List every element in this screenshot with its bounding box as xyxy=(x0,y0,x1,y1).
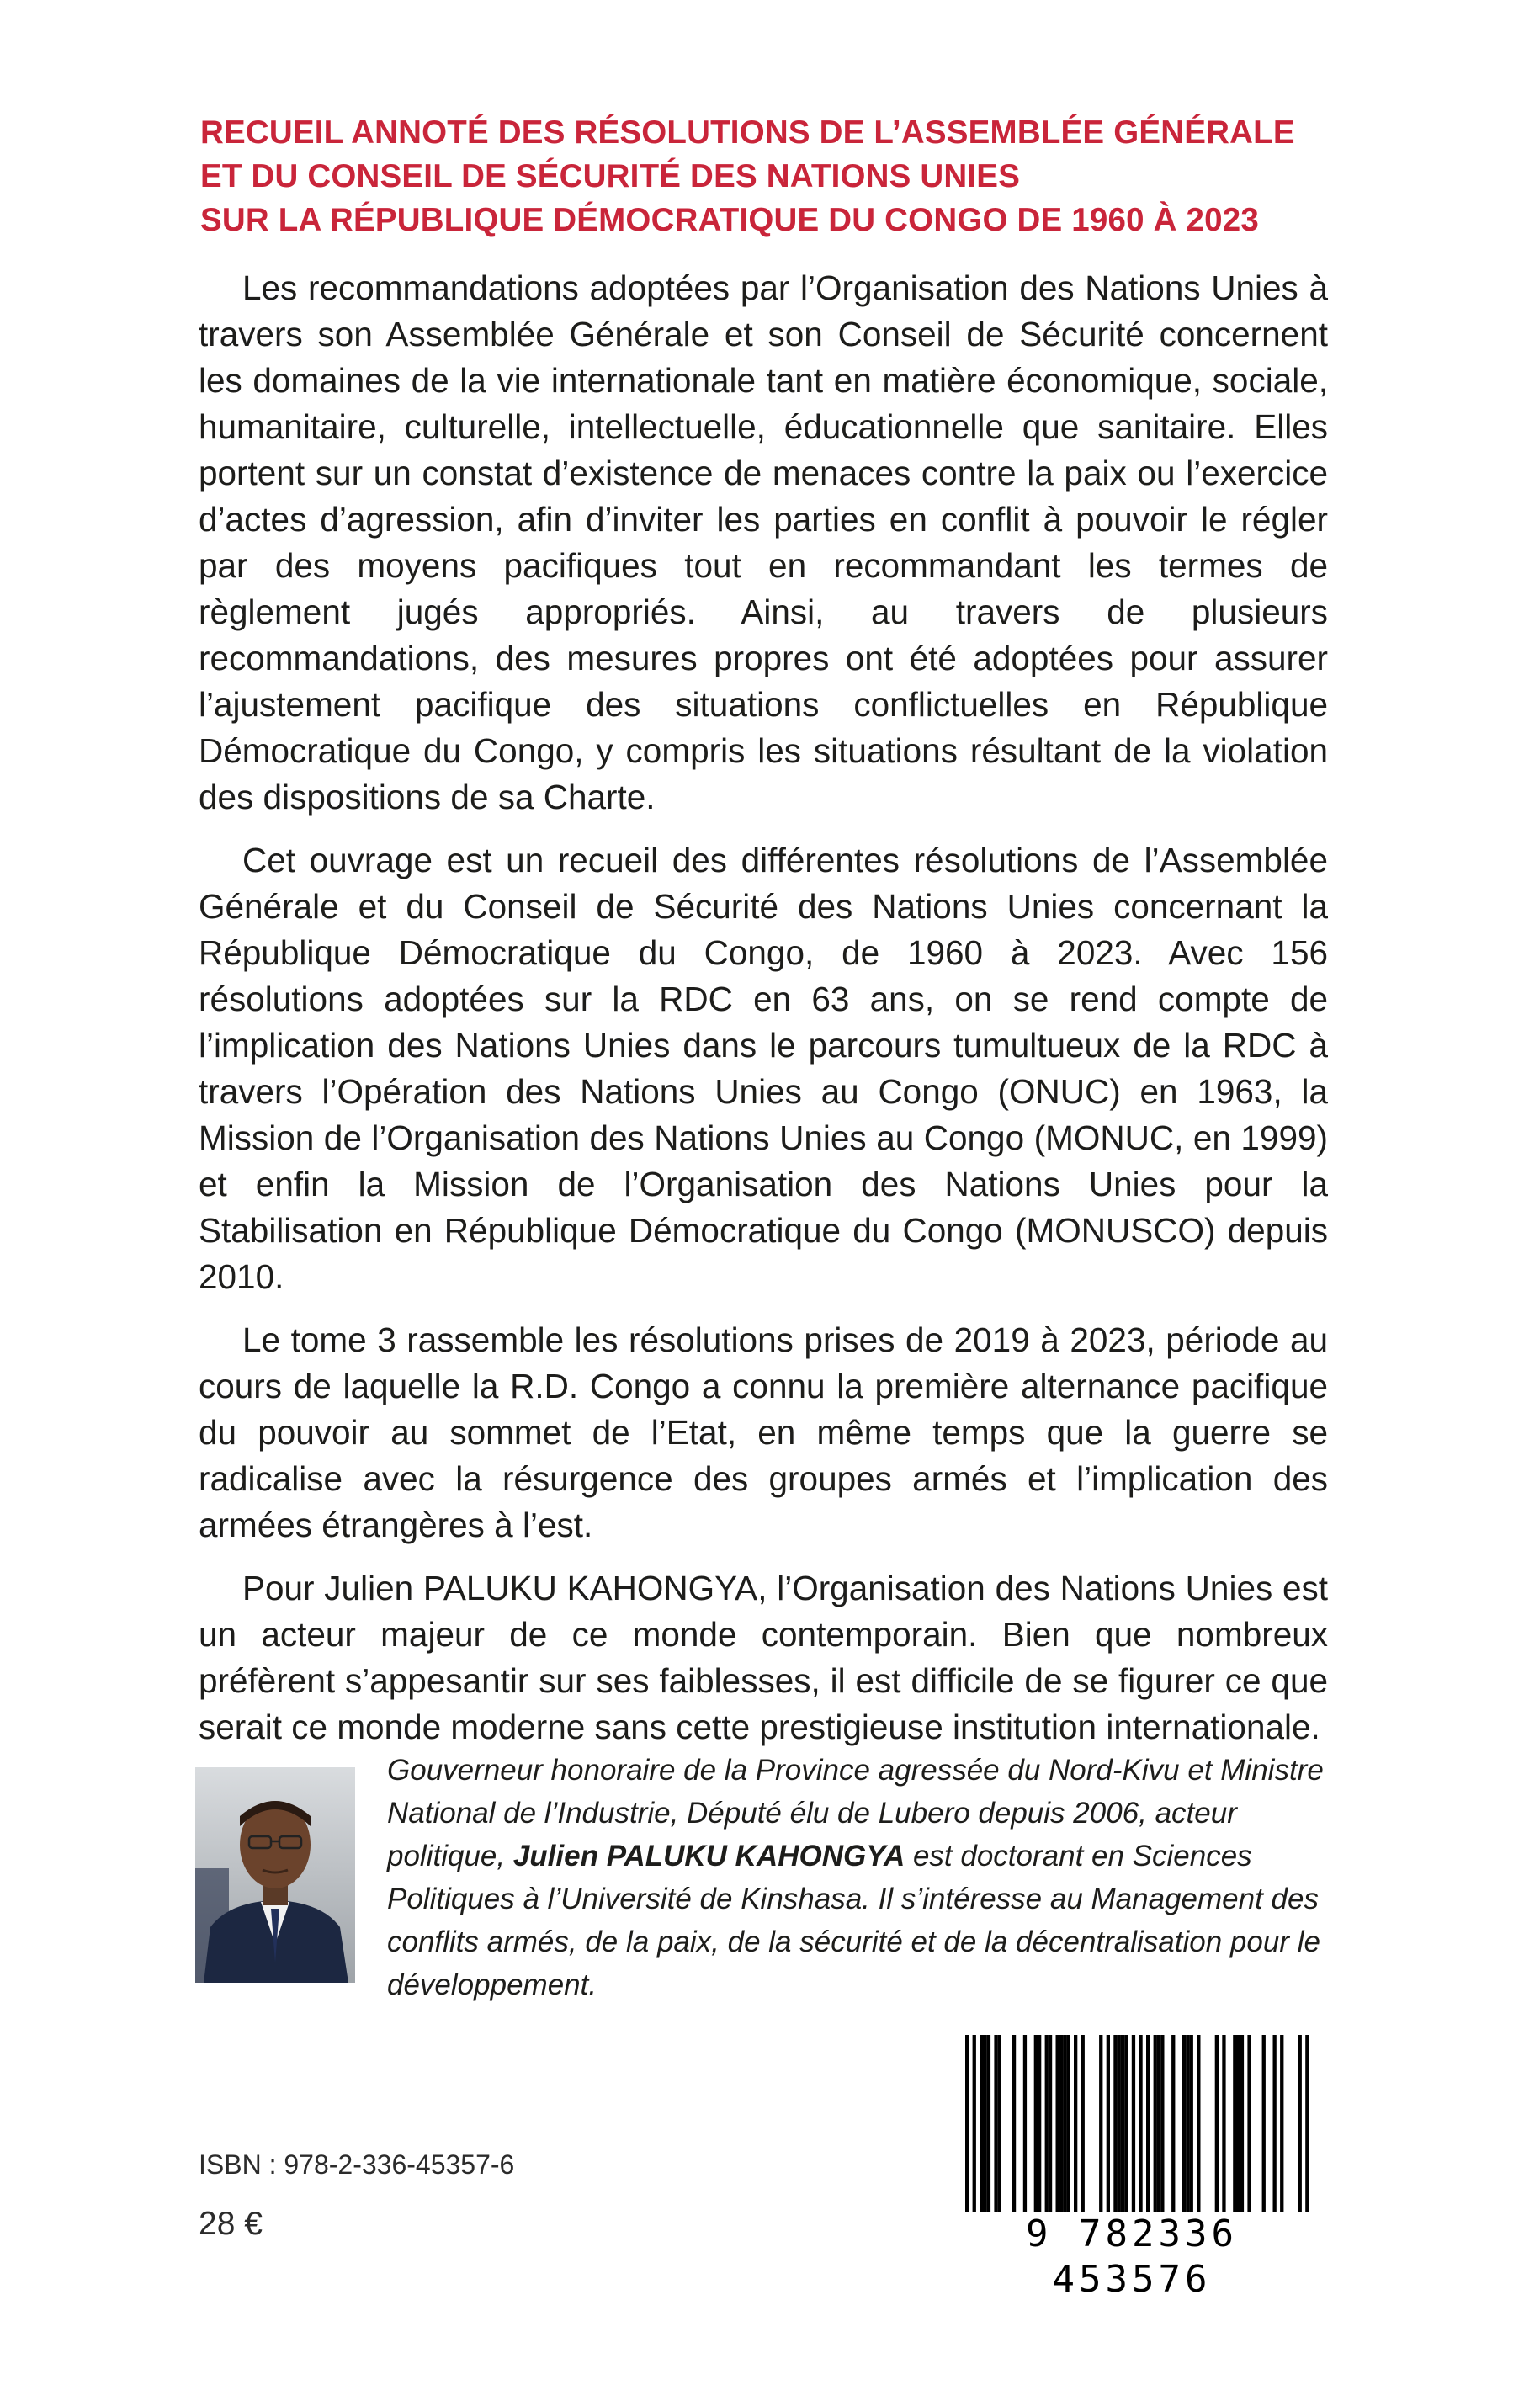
title-line-1: RECUEIL ANNOTÉ DES RÉSOLUTIONS DE L’ASSEMBLÉE GÉNÉRALE xyxy=(200,114,1295,151)
barcode-bar xyxy=(1280,2035,1283,2212)
barcode-bar xyxy=(965,2035,969,2234)
barcode-bar xyxy=(1045,2035,1049,2212)
barcode-bar xyxy=(1262,2035,1266,2212)
barcode-bar xyxy=(1154,2035,1157,2212)
barcode-bar xyxy=(1012,2035,1016,2212)
barcode-bar xyxy=(1038,2035,1041,2212)
barcode-bar xyxy=(973,2035,976,2234)
barcode-bar xyxy=(1182,2035,1186,2212)
barcode-bar xyxy=(1034,2035,1038,2212)
author-name: Julien PALUKU KAHONGYA xyxy=(512,1840,905,1872)
isbn-label: ISBN : 978-2-336-45357-6 xyxy=(199,2149,515,2180)
barcode-bar xyxy=(1113,2035,1117,2212)
bio-text-before: Gouverneur honoraire de la Province agressée du Nord-Kivu et Ministre National de l’Industrie, Député élu de Lubero depuis 2006, acteur politique, xyxy=(387,1754,1324,1872)
barcode-bar xyxy=(1074,2035,1077,2212)
barcode-bar xyxy=(1222,2035,1225,2212)
barcode-bar xyxy=(1240,2035,1244,2212)
barcode-digits: 9 782336 453576 xyxy=(934,2212,1330,2303)
barcode-bar xyxy=(994,2035,997,2212)
summary-text xyxy=(199,265,1328,1767)
barcode-bar xyxy=(1081,2035,1085,2212)
barcode-bar xyxy=(1132,2035,1135,2234)
barcode-bar xyxy=(1063,2035,1066,2212)
barcode-bar xyxy=(998,2035,1001,2212)
barcode-bar xyxy=(1186,2035,1189,2212)
barcode-bar xyxy=(980,2035,983,2212)
barcode-bar xyxy=(1107,2035,1110,2212)
paragraph-4: Pour Julien PALUKU KAHONGYA, l’Organisation des Nations Unies est un acteur majeur de ce monde contemporain. Bien que nombreux préfèrent s’appesantir sur ses faiblesses, il est difficile de se figurer ce que serait ce monde moderne sans cette prestigieuse institution internationale. xyxy=(199,1569,1328,1746)
barcode-bar xyxy=(1190,2035,1193,2212)
price-label: 28 € xyxy=(199,2206,263,2242)
barcode-bar xyxy=(1237,2035,1240,2212)
barcode-bar xyxy=(1273,2035,1277,2212)
author-bio xyxy=(387,1749,1338,2006)
barcode-bar xyxy=(1124,2035,1128,2212)
bio-text-after: est doctorant en Sciences Politiques à l’Université de Kinshasa. Il s’intéresse au Management des conflits armés, de la paix, de la sécurité et de la décentralisation pour le développement. xyxy=(387,1840,1320,2001)
author-photo xyxy=(195,1767,355,1983)
barcode-bar xyxy=(984,2035,987,2212)
barcode-bar xyxy=(1305,2035,1309,2234)
paragraph-1: Les recommandations adoptées par l’Organisation des Nations Unies à travers son Assemblée Générale et son Conseil de Sécurité concernent les domaines de la vie internationale tant en matière économique, sociale, humanitaire, culturelle, intellectuelle, éducationnelle que sanitaire. Elles portent sur un constat d’existence de menaces contre la paix ou l’exercice d’actes d’agression, afin d’inviter les parties en conflit à pouvoir le régler par des moyens pacifiques tout en recommandant les termes de règlement jugés appropriés. Ainsi, au travers de plusieurs recommandations, des mesures propres ont été adoptées pour assurer l’ajustement pacifique des situations conflictuelles en République Démocratique du Congo, y compris les situations résultant de la violation des dispositions de sa Charte. xyxy=(199,268,1328,816)
barcode-bar xyxy=(1059,2035,1063,2212)
barcode-bar xyxy=(1298,2035,1302,2234)
barcode-bar xyxy=(1157,2035,1160,2212)
barcode-bar xyxy=(1121,2035,1124,2212)
barcode-bar xyxy=(1023,2035,1027,2212)
author-portrait xyxy=(195,1767,355,1983)
barcode-bar xyxy=(1171,2035,1175,2212)
barcode-bar xyxy=(1099,2035,1102,2212)
barcode-bar xyxy=(1066,2035,1070,2212)
book-title xyxy=(200,111,1353,242)
barcode-bar xyxy=(1233,2035,1236,2212)
barcode-bar xyxy=(1160,2035,1164,2212)
barcode-bar xyxy=(987,2035,990,2212)
paragraph-2: Cet ouvrage est un recueil des différentes résolutions de l’Assemblée Générale et du Conseil de Sécurité des Nations Unies concernant la République Démocratique du Congo, de 1960 à 2023. Avec 156 résolutions adoptées sur la RDC en 63 ans, on se rend compte de l’implication des Nations Unies dans le parcours tumultueux de la RDC à travers l’Opération des Nations Unies au Congo (ONUC) en 1963, la Mission de l’Organisation des Nations Unies au Congo (MONUC, en 1999) et enfin la Mission de l’Organisation des Nations Unies pour la Stabilisation en République Démocratique du Congo (MONUSCO) depuis 2010. xyxy=(199,841,1328,1296)
paragraph-3: Le tome 3 rassemble les résolutions prises de 2019 à 2023, période au cours de laquelle la R.D. Congo a connu la première alternance pacifique du pouvoir au sommet de l’Etat, en même temps que la guerre se radicalise avec la résurgence des groupes armés et l’implication des armées étrangères à l’est. xyxy=(199,1320,1328,1544)
barcode-bar xyxy=(1118,2035,1121,2212)
title-line-3: SUR LA RÉPUBLIQUE DÉMOCRATIQUE DU CONGO DE 1960 À 2023 xyxy=(200,202,1259,238)
barcode-bar xyxy=(1146,2035,1150,2212)
barcode-bar xyxy=(1056,2035,1059,2212)
barcode-bar xyxy=(1247,2035,1251,2212)
barcode-bar xyxy=(1197,2035,1200,2212)
title-line-2: ET DU CONSEIL DE SÉCURITÉ DES NATIONS UNIES xyxy=(200,158,1021,194)
barcode-bar xyxy=(1139,2035,1142,2234)
barcode-bar xyxy=(1049,2035,1052,2212)
barcode-bar xyxy=(1215,2035,1219,2212)
